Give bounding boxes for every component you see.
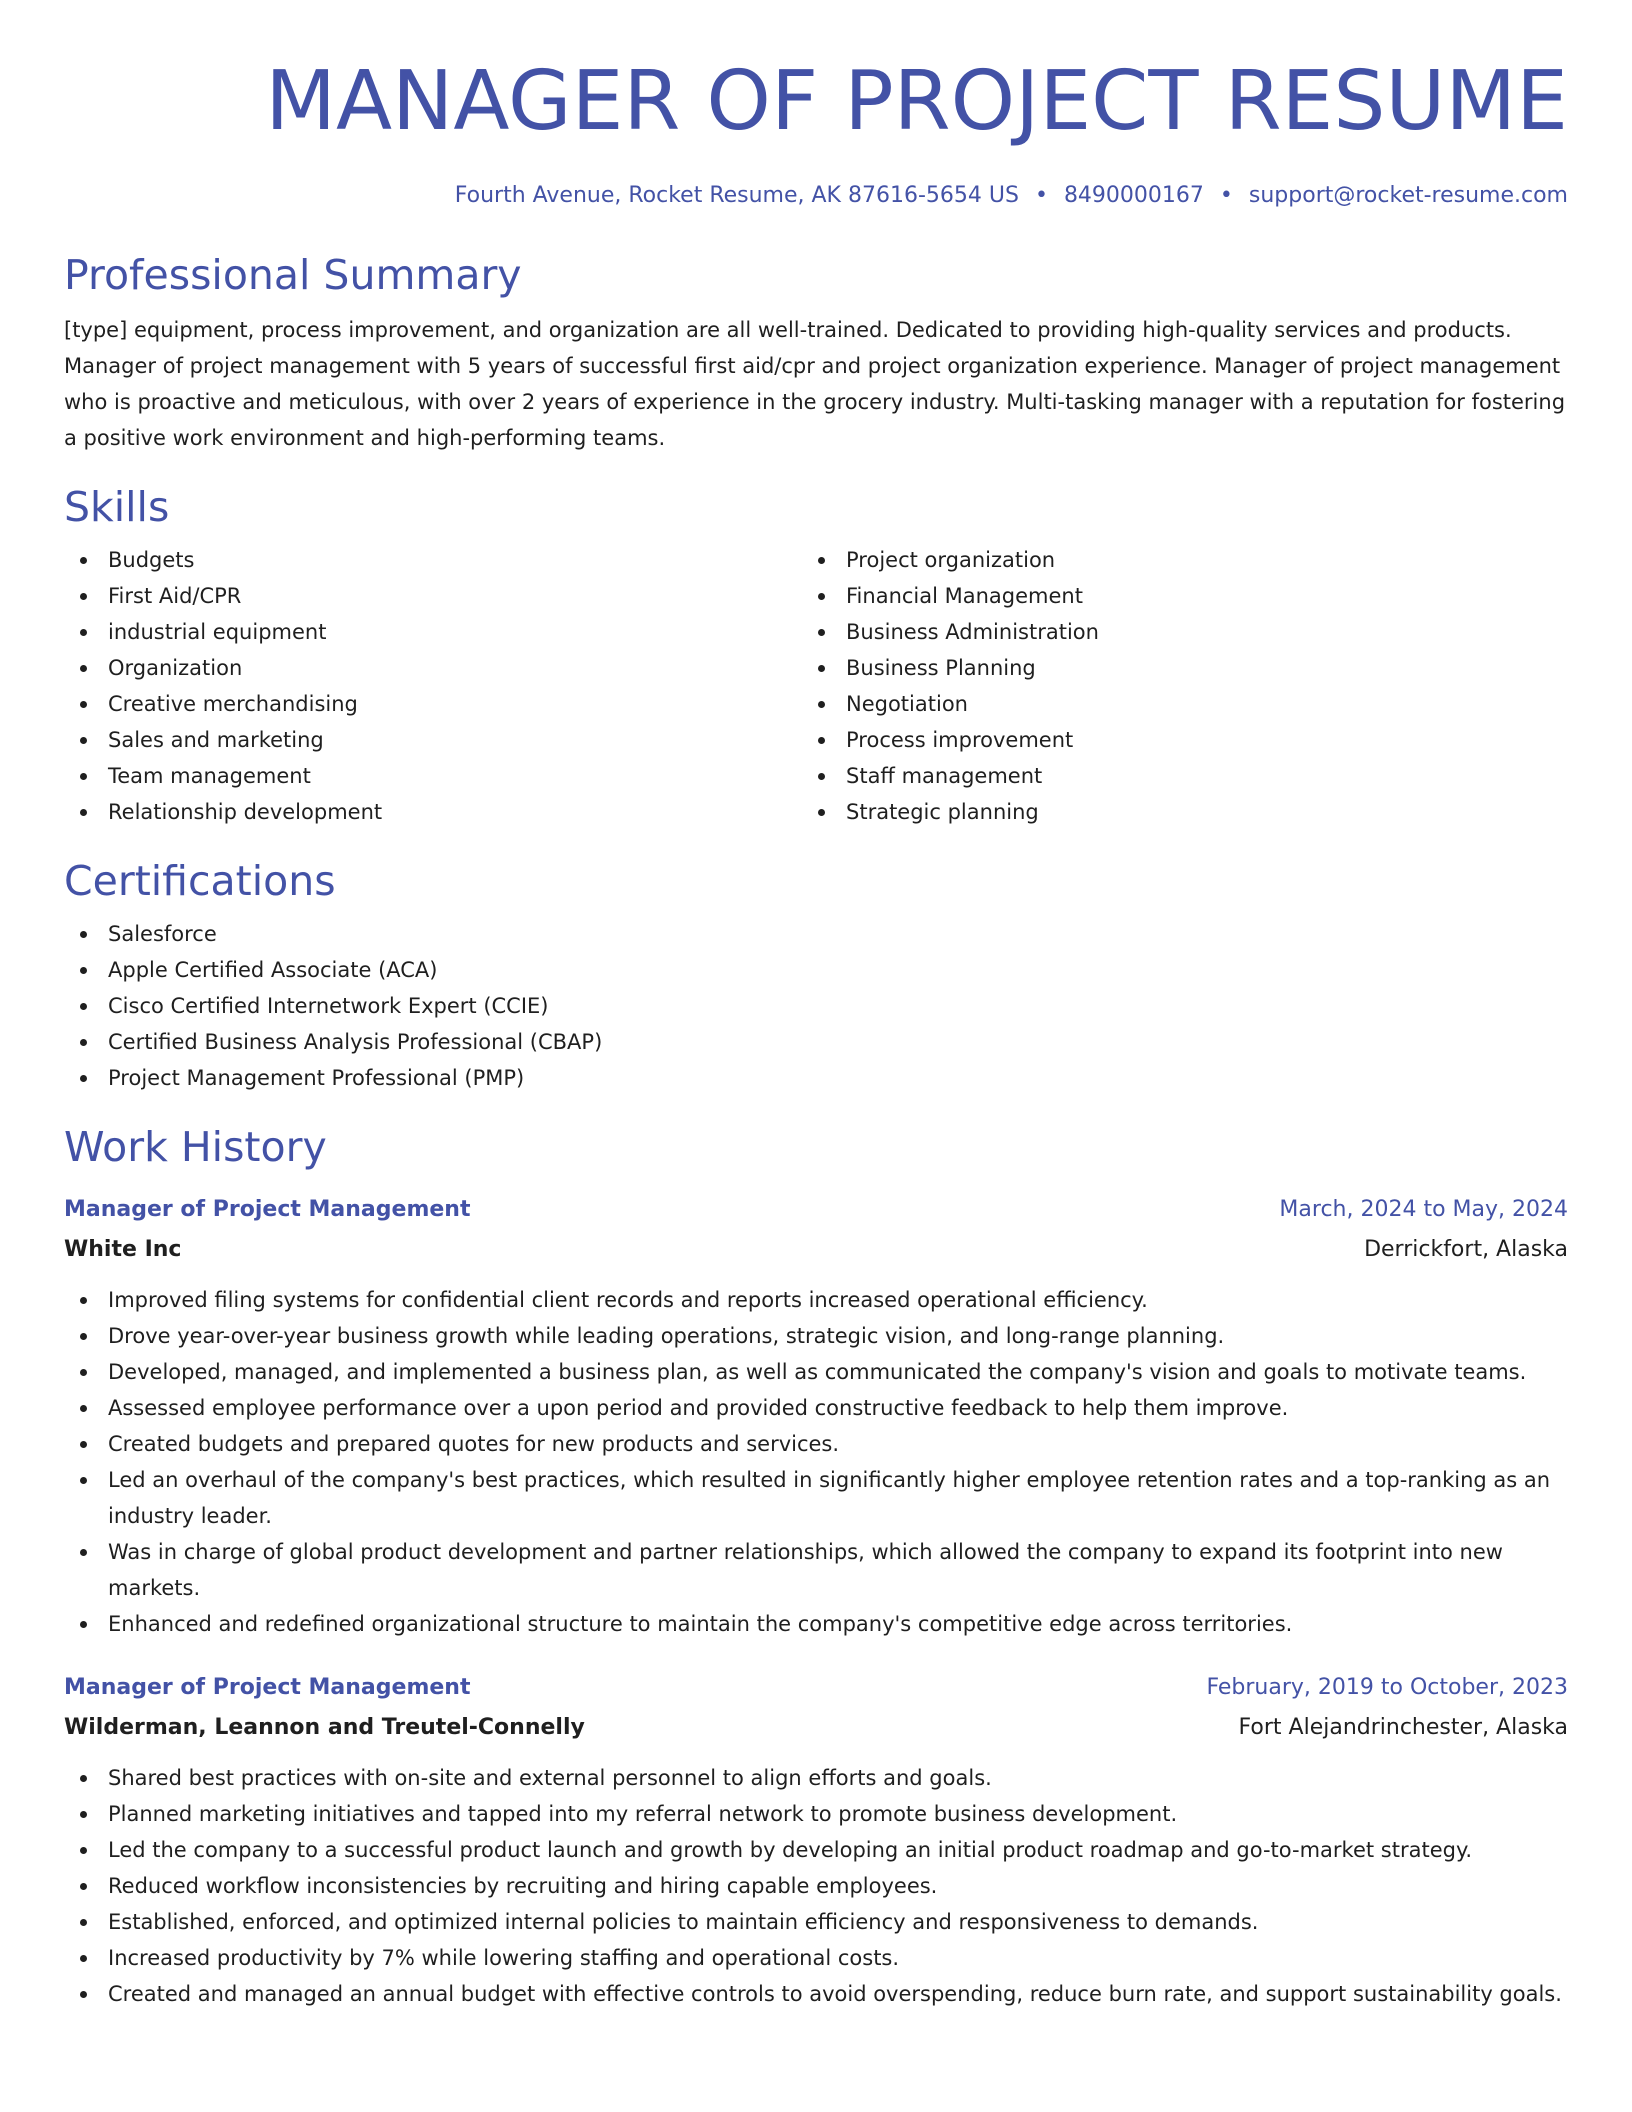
job-company: White Inc — [64, 1237, 182, 1262]
job-duties-list — [64, 1760, 1568, 2012]
job-header — [64, 1190, 1568, 1230]
duty-item: Created budgets and prepared quotes for new products and services. — [64, 1426, 1568, 1462]
certification-item: Apple Certified Associate (ACA) — [64, 952, 1568, 988]
skill-item: Business Planning — [802, 650, 1540, 686]
job-company: Wilderman, Leannon and Treutel-Connelly — [64, 1715, 585, 1740]
summary-heading: Professional Summary — [64, 251, 522, 299]
certifications-heading: Certifications — [64, 857, 336, 905]
skills-columns — [64, 542, 1568, 830]
job-header — [64, 1668, 1568, 1708]
skill-item: Creative merchandising — [64, 686, 802, 722]
email-link[interactable]: support@rocket-resume.com — [1248, 183, 1568, 208]
address-link[interactable]: Fourth Avenue, Rocket Resume, AK 87616-5654 US — [454, 183, 1019, 208]
certifications-list — [64, 916, 1568, 1096]
duty-item: Planned marketing initiatives and tapped into my referral network to promote business development. — [64, 1796, 1568, 1832]
skill-item: Team management — [64, 758, 802, 794]
duty-item: Led the company to a successful product launch and growth by developing an initial product roadmap and go-to-market strategy. — [64, 1832, 1568, 1868]
contact-line — [64, 178, 1568, 214]
job-entry — [64, 1668, 1568, 2012]
job-title: Manager of Project Management — [64, 1197, 471, 1222]
job-title: Manager of Project Management — [64, 1675, 471, 1700]
skill-item: First Aid/CPR — [64, 578, 802, 614]
skill-item: Negotiation — [802, 686, 1540, 722]
skill-item: Sales and marketing — [64, 722, 802, 758]
duty-item: Was in charge of global product development and partner relationships, which allowed the company to expand its footprint into new markets. — [64, 1534, 1568, 1606]
duty-item: Established, enforced, and optimized internal policies to maintain efficiency and responsiveness to demands. — [64, 1904, 1568, 1940]
job-subheader — [64, 1708, 1568, 1748]
skill-item: Financial Management — [802, 578, 1540, 614]
duty-item: Increased productivity by 7% while lowering staffing and operational costs. — [64, 1940, 1568, 1976]
job-dates: March, 2024 to May, 2024 — [1279, 1197, 1568, 1222]
skills-heading: Skills — [64, 483, 170, 531]
duty-item: Enhanced and redefined organizational structure to maintain the company's competitive edge across territories. — [64, 1606, 1568, 1642]
duty-item: Created and managed an annual budget with effective controls to avoid overspending, reduce burn rate, and support sustainability goals. — [64, 1976, 1568, 2012]
contact-separator: • — [1219, 183, 1233, 208]
skill-item: Business Administration — [802, 614, 1540, 650]
summary-text: [type] equipment, process improvement, and organization are all well-trained. Dedicated to providing high-quality services and products. Manager of project management with 5 years of successful first aid/cpr and project organization experience. Manager of project management who is proactive and meticulous, with over 2 years of experience in the grocery industry. Multi-tasking manager with a reputation for fostering a positive work environment and high-performing teams. — [64, 318, 1566, 450]
duty-item: Improved filing systems for confidential client records and reports increased operational efficiency. — [64, 1282, 1568, 1318]
job-subheader — [64, 1230, 1568, 1270]
certification-item: Cisco Certified Internetwork Expert (CCIE) — [64, 988, 1568, 1024]
certification-item: Certified Business Analysis Professional (CBAP) — [64, 1024, 1568, 1060]
job-duties-list — [64, 1282, 1568, 1642]
duty-item: Shared best practices with on-site and external personnel to align efforts and goals. — [64, 1760, 1568, 1796]
skill-item: Relationship development — [64, 794, 802, 830]
skill-item: Budgets — [64, 542, 802, 578]
skill-item: Strategic planning — [802, 794, 1540, 830]
certification-item: Salesforce — [64, 916, 1568, 952]
skill-item: Process improvement — [802, 722, 1540, 758]
job-dates: February, 2019 to October, 2023 — [1206, 1675, 1568, 1700]
skill-item: Project organization — [802, 542, 1540, 578]
certification-item: Project Management Professional (PMP) — [64, 1060, 1568, 1096]
contact-separator: • — [1034, 183, 1048, 208]
job-location: Derrickfort, Alaska — [1364, 1237, 1568, 1262]
duty-item: Reduced workflow inconsistencies by recruiting and hiring capable employees. — [64, 1868, 1568, 1904]
skills-list-left — [64, 542, 802, 830]
job-location: Fort Alejandrinchester, Alaska — [1238, 1715, 1568, 1740]
duty-item: Drove year-over-year business growth while leading operations, strategic vision, and long-range planning. — [64, 1318, 1568, 1354]
work-history-heading: Work History — [64, 1123, 327, 1171]
duty-item: Developed, managed, and implemented a business plan, as well as communicated the company's vision and goals to motivate teams. — [64, 1354, 1568, 1390]
duty-item: Led an overhaul of the company's best practices, which resulted in significantly higher employee retention rates and a top-ranking as an industry leader. — [64, 1462, 1568, 1534]
skill-item: industrial equipment — [64, 614, 802, 650]
job-entry — [64, 1190, 1568, 1642]
resume-title: MANAGER OF PROJECT RESUME — [265, 54, 1568, 149]
skill-item: Staff management — [802, 758, 1540, 794]
phone-link[interactable]: 8490000167 — [1063, 183, 1204, 208]
skill-item: Organization — [64, 650, 802, 686]
skills-list-right — [802, 542, 1540, 830]
duty-item: Assessed employee performance over a upon period and provided constructive feedback to help them improve. — [64, 1390, 1568, 1426]
